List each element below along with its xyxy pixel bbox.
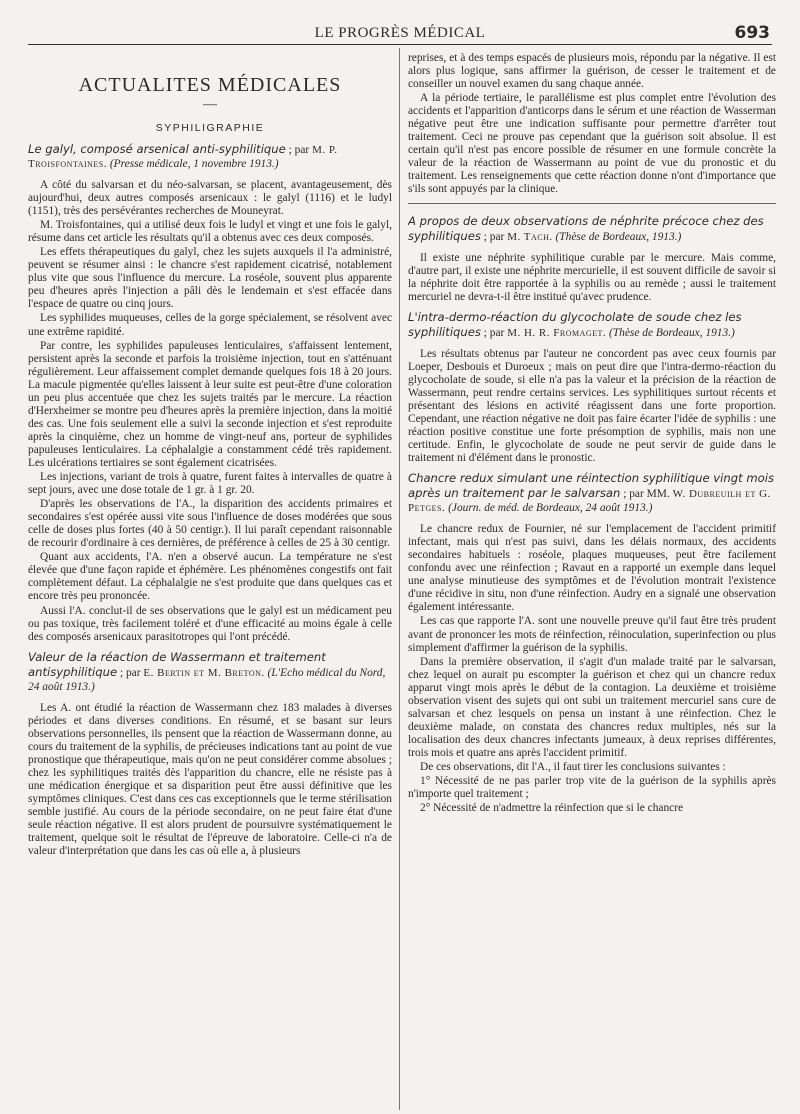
- article-author: M. P. Troisfontaines.: [28, 144, 338, 170]
- page-number: 693: [734, 23, 770, 43]
- paragraph: Les syphilides muqueuses, celles de la gorge spécialement, se résolvent avec une extrême rapidité.: [28, 312, 392, 338]
- paragraph: M. Troisfontaines, qui a utilisé deux fois le ludyl et vingt et une fois le galyl, résume dans cet article les résultats qu'il a obtenus avec ces deux composés.: [28, 219, 392, 245]
- right-column: [408, 52, 776, 1110]
- paragraph: Par contre, les syphilides papuleuses lenticulaires, s'affaissent lentement, persistent après la seconde et parfois la troisième injection, tout en s'atténuant régulièrement. Leur affaissement complet demande quelques fois 18 à 20 jours. La macule pigmentée qu'elles laissent à leur suite est peut-être d'une coloration un peu plus accentuée que chez les sujets traités par le mercure. La réaction d'Herxheimer se montre peu d'heures après la première injection, dans la moitié des cas. Une fois seulement elle a suivi la seconde injection et s'est reproduite après la cinquième, chez un homme de vingt-neuf ans, porteur de syphilides papuleuses lenticulaires. La céphalalgie a constamment cédé très rapidement. Les ulcérations tertiaires se sont également cicatrisées.: [28, 339, 392, 469]
- article-source: (Thèse de Bordeaux, 1913.): [609, 326, 735, 339]
- article-title: A propos de deux observations de néphrite précoce chez des syphilitiques: [408, 213, 764, 243]
- page-header: [28, 22, 772, 45]
- paragraph: Aussi l'A. conclut-il de ses observations que le galyl est un médicament peu ou pas toxique, très facilement toléré et d'une efficacité au moins égale à celle des composés arsenicaux parasitotropes qui l'ont précédé.: [28, 604, 392, 643]
- section-title: ACTUALITES MÉDICALES: [78, 74, 342, 96]
- paragraph: De ces observations, dit l'A., il faut tirer les conclusions suivantes :: [420, 760, 726, 773]
- article-separator: [408, 203, 776, 204]
- paragraph: reprises, et à des temps espacés de plusieurs mois, répondu par la négative. Il est alors plus logique, sans affirmer la guérison, de cesser le traitement et de conseiller un nouvel examen du sang chaque année.: [408, 52, 776, 91]
- article-author: W. Dubreuilh et G. Petges.: [408, 488, 771, 515]
- paragraph: Quant aux accidents, l'A. n'en a observé aucun. La température ne s'est élevée que d'une façon rapide et éphémère. Les phénomènes congestifs ont fait complètement défaut. La céphalalgie ne s'est produite que dans quelques cas et encore très peu prononcée.: [28, 551, 392, 603]
- article-title: Valeur de la réaction de Wassermann et traitement antisyphilitique: [28, 649, 326, 679]
- article-source: (Presse médicale, 1 novembre 1913.): [109, 158, 279, 170]
- article-title: Le galyl, composé arsenical anti-syphilitique: [28, 142, 286, 156]
- paragraph: Les cas que rapporte l'A. sont une nouvelle preuve qu'il faut être très prudent avant de prononcer les mots de réinfection, réinoculation, superinfection ou plus simplement d'affirmer la guérison de la syphilis.: [408, 615, 776, 654]
- paragraph: Dans la première observation, il s'agit d'un malade traité par le salvarsan, chez lequel on aurait pu escompter la guérison et chez qui un chancre redux apparut vingt mois après le début de la contagion. La deuxième et troisième observation visent des sujets qui ont subi un traitement mercuriel sans cure de salvarsan et chez lesquels on pensa un instant à une réinfection. Chez le deuxième malade, on constata des chancres redux multiples, nés sur la localisation des deux chancres infectants jumeaux, à deux reprises différentes, trois mois et quatre ans après l'accident primitif.: [408, 655, 776, 759]
- paragraph: Les résultats obtenus par l'auteur ne concordent pas avec ceux fournis par Loeper, Desbouis et Duroeux ; mais on peut dire que l'intra-dermo-réaction du glycocholate de soude, si elle n'a pas la valeur et la précision de la réaction de Wassermann, peut rendre certains services. Les syphilitiques surtout récents et présentant des lésions en activité réagissent dans une forte proportion. Cependant, une réaction négative ne doit pas faire écarter l'idée de syphilis : une réaction positive constitue une forte présomption de syphilis, mais non une certitude. Enfin, le glycocholate de soude ne peut servir de guide dans le traitement ni d'élément dans le pronostic.: [408, 347, 776, 465]
- paragraph: 1° Nécessité de ne pas parler trop vite de la guérison de la syphilis après n'importe quel traitement ;: [408, 775, 776, 801]
- paragraph: A la période tertiaire, le parallélisme est plus complet entre l'évolution des accidents et l'apparition d'anticorps dans le sérum et une réaction de Wasserman négative peut être une indication suffisante pour permettre d'arrêter tout traitement. Ceci ne prouve pas cependant que la guérison soit absolue. Il est certain qu'il n'est pas encore possible de résumer en une formule concrète la valeur de la réaction de Wassermann au point de vue du pronostic et du traitement. Les renseignements que cette réaction donne n'ont d'importance que s'ils sont appuyés par la clinique.: [408, 92, 776, 196]
- article-par: ; par MM.: [623, 488, 670, 501]
- paragraph: Les effets thérapeutiques du galyl, chez les sujets auxquels il l'a administré, peuvent se résumer ainsi : le chancre s'est rapidement cicatrisé, notablement plus vite que sous l'influence du mercure. La roséole, souvent plus apparente peu d'heures après l'injection a pâli dès le lendemain et s'est effacée dans l'espace de quatre ou cinq jours.: [28, 246, 392, 311]
- article-heading-wassermann: [28, 650, 392, 694]
- article-heading-chancre-redux: [408, 471, 776, 515]
- paragraph: 2° Nécessité de n'admettre la réinfection que si le chancre: [420, 802, 684, 815]
- paragraph: A côté du salvarsan et du néo-salvarsan, se placent, avantageusement, dès aujourd'hui, deux autres composés arsenicaux : le galyl (1116) et le ludyl (1151), très des persévérantes recherches de Mouneyrat.: [28, 179, 392, 218]
- article-par: ; par: [288, 144, 310, 156]
- left-column: [28, 52, 392, 1110]
- article-heading-nephrite: [408, 214, 776, 244]
- article-author: E. Bertin et M. Breton.: [143, 666, 265, 679]
- article-heading-glycocholate: [408, 310, 776, 340]
- article-source: (Thèse de Bordeaux, 1913.): [555, 230, 682, 243]
- article-par: ; par: [483, 326, 505, 339]
- paragraph: Les injections, variant de trois à quatre, furent faites à intervalles de quatre à sept jours, avec une dose totale de 1 gr. à 1 gr. 20.: [28, 471, 392, 497]
- article-author: M. Tach.: [507, 230, 553, 243]
- paragraph: D'après les observations de l'A., la disparition des accidents primaires et secondaires s'est opérée aussi vite sous l'influence de doses modérées que sous celle de doses plus fortes (40 à 50 centigr.). Il lui paraît cependant raisonnable de recourir d'ordinaire à ces dernières, de préférence à celles de 25 à 30 centigr.: [28, 498, 392, 550]
- article-source: (L'Echo médical du Nord, 24 août 1913.): [28, 666, 386, 693]
- article-title: L'intra-dermo-réaction du glycocholate de soude chez les syphilitiques: [408, 309, 742, 339]
- column-divider: [399, 48, 400, 1110]
- section-dash: —: [203, 97, 217, 112]
- paragraph: Il existe une néphrite syphilitique curable par le mercure. Mais comme, d'autre part, il existe une néphrite mercurielle, il est souvent difficile de savoir si la néphrite doit être rapportée à la syphilis ou au remède ; aussi le traitement mercuriel ne devra-t-il être institué qu'avec prudence.: [408, 251, 776, 303]
- article-par: ; par: [483, 230, 505, 243]
- article-par: ; par: [119, 666, 141, 679]
- article-heading-galyl: [28, 142, 392, 171]
- running-title: LE PROGRÈS MÉDICAL: [314, 25, 486, 41]
- paragraph: Le chancre redux de Fournier, né sur l'emplacement de l'accident primitif infectant, mais qui n'est pas suivi, dans les délais normaux, des accidents secondaires habituels : roséole, plaques muqueuses, peut être facilement confondu avec une réinfection ; Ravaut en a rapporté un exemple dans lequel une analyse minutieuse des symptômes et de l'évolution montrait l'existence d'une récidive in situ, non d'une réinfection. Audry en a signalé une observation également intéressante.: [408, 523, 776, 614]
- paragraph: Les A. ont étudié la réaction de Wassermann chez 183 malades à diverses périodes et dans diverses conditions. En résumé, et se basant sur leurs observations personnelles, ils pensent que la réaction de Wassermann donne, au cours du traitement de la syphilis, de précieuses indications tant au point de vue pronostique que thérapeutique, mais qu'on ne peut considérer comme absolues ; chez les syphilitiques traités dès l'apparition du chancre, elle ne résiste pas à une médication énergique et sa disparition peut être aussi définitive que les symptômes cliniques. C'est dans ces cas exceptionnels que le terme stérilisation semble justifié. Au cours de la période secondaire, on ne peut faire état d'une seule réaction négative. Il est alors prudent de poursuivre systématiquement le traitement, quelque soit le résultat de l'épreuve de laboratoire. Celle-ci n'a de valeur d'interprétation que dans les cas où elle a, à plusieurs: [28, 701, 392, 858]
- article-author: M. H. R. Fromaget.: [507, 326, 607, 339]
- article-title: Chancre redux simulant une réintection syphilitique vingt mois après un traitement par le salvarsan: [408, 471, 774, 501]
- subsection-title: SYPHILIGRAPHIE: [155, 122, 265, 134]
- article-source: (Journ. de méd. de Bordeaux, 24 août 1913.): [448, 502, 653, 515]
